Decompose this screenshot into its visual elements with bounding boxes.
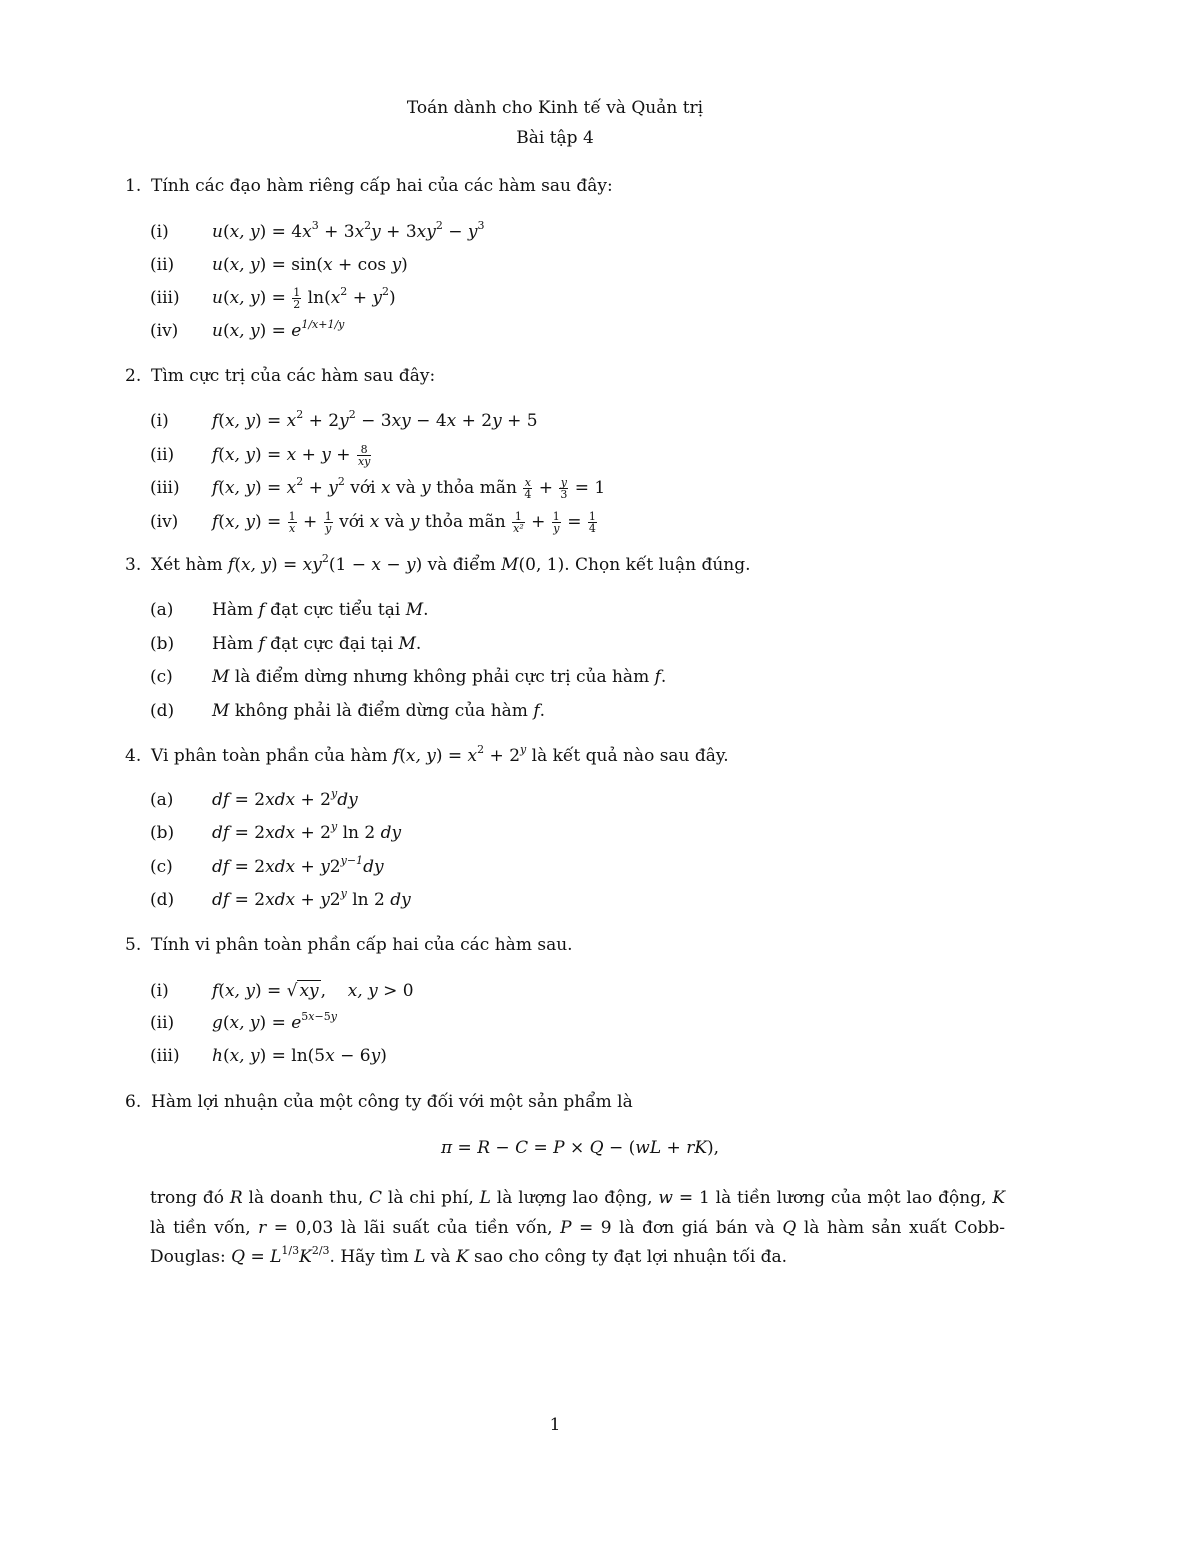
list-item: [150, 444, 372, 467]
item-label: (c): [150, 667, 173, 687]
item-label: (d): [150, 701, 175, 721]
item-label: (b): [150, 823, 175, 843]
item-label: (i): [150, 411, 169, 431]
item-expression: u(x, $y) = e^{1/x+1/y}$: [212, 318, 345, 341]
item-label: (iv): [150, 321, 179, 341]
problem-number: 1.: [125, 176, 142, 196]
item-expression: Hàm f đạt cực tiểu tại M.: [212, 600, 429, 620]
problem-prompt: Tìm cực trị của các hàm sau đây:: [151, 366, 436, 386]
problem-number: 3.: [125, 555, 142, 575]
list-item: [150, 477, 605, 500]
problem-number: 4.: [125, 746, 142, 766]
item-label: (i): [150, 222, 169, 242]
problem-1: [125, 175, 1005, 197]
item-expression: f(x, y) = x + y + $\frac{8}{xy}$: [212, 443, 371, 468]
item-expression: u(x, y) = sin(x + cos y): [212, 255, 408, 275]
problem-prompt: Tính vi phân toàn phần cấp hai của các hàm sau.: [151, 935, 573, 955]
item-expression: f(x, y) = √ xy , x, y > 0: [212, 981, 414, 1001]
problem-prompt: Tính các đạo hàm riêng cấp hai của các hàm sau đây:: [151, 176, 613, 196]
item-label: (ii): [150, 1013, 175, 1033]
list-item: [150, 511, 598, 534]
item-expression: u(x, y) = $\frac{1}{2}$ $\ln(x^2 + y^2)$: [212, 285, 396, 311]
item-label: (iii): [150, 478, 180, 498]
problem-prompt: Xét hàm f(x, $y) = xy^2(1 - x - y)$ và điểm M(0, 1). Chọn kết luận đúng.: [151, 552, 751, 575]
problem-prompt: Vi phân toàn phần của hàm f(x, $y) = x^2 + 2^y$ là kết quả nào sau đây.: [151, 743, 729, 766]
problem-3: [125, 554, 1005, 576]
list-item: [150, 1012, 337, 1034]
document-subtitle: Bài tập 4: [516, 128, 594, 148]
item-expression: u(x, $y) = 4x^3 + 3x^2y + 3xy^2 - y^3$: [212, 219, 485, 242]
list-item: [150, 666, 666, 688]
list-item: [150, 254, 408, 276]
list-item: [150, 789, 358, 811]
item-label: (a): [150, 790, 174, 810]
item-expression: df = $2xdx + 2^y$ ln 2 dy: [212, 820, 402, 843]
item-label: (iii): [150, 288, 180, 308]
list-item: [150, 410, 538, 432]
problem-2: [125, 365, 1005, 387]
document-title: Toán dành cho Kinh tế và Quản trị: [406, 98, 704, 118]
list-item: [150, 822, 401, 844]
profit-equation: π = R − C = P × Q − (wL + rK),: [440, 1138, 720, 1158]
list-item: [150, 320, 344, 342]
problem-5: [125, 934, 1005, 956]
item-expression: df = $2xdx + y2^{y-1}dy$: [212, 854, 384, 877]
problem-number: 6.: [125, 1092, 142, 1112]
item-expression: f(x, $y) = x^2 + y^2$ với x và y thỏa mãn $\frac{x}{4}$ + $\frac{y}{3}$ = 1: [212, 475, 606, 501]
list-item: [150, 889, 411, 911]
item-label: (ii): [150, 445, 175, 465]
item-expression: f(x, y) = $\frac{1}{x}$ + $\frac{1}{y}$ với x và y thỏa mãn $\frac{1}{\text{x²}}$ + $\frac{1}{y}$ = $\frac{1}{4}$: [212, 510, 596, 535]
list-item: [150, 980, 414, 1002]
page-number: 1: [549, 1415, 561, 1435]
item-label: (b): [150, 634, 175, 654]
item-expression: Hàm f đạt cực đại tại M.: [212, 634, 422, 654]
problem-6-paragraph: trong đó R là doanh thu, C là chi phí, L là lượng lao động, w = 1 là tiền lương của một lao động, K là tiền vốn, r = 0,03 là lãi suất của tiền vốn, P = 9 là đơn giá bán và Q là hàm sản xuất Cobb-Douglas: $Q = L^{1/3}K^{2/3}$. Hãy tìm L và K sao cho công ty đạt lợi nhuận tối đa.: [150, 1188, 1006, 1267]
item-label: (iv): [150, 512, 179, 532]
list-item: [150, 221, 485, 243]
item-expression: df = $2xdx + y2^y$ ln 2 dy: [212, 887, 411, 910]
problem-number: 5.: [125, 935, 142, 955]
list-item: [150, 856, 384, 878]
list-item: [150, 287, 396, 310]
list-item: [150, 700, 545, 722]
item-expression: f(x, $y) = x^2 + 2y^2 - 3xy - 4x + 2y + 5$: [212, 408, 538, 431]
list-item: [150, 633, 421, 655]
problem-number: 2.: [125, 366, 142, 386]
item-expression: M là điểm dừng nhưng không phải cực trị của hàm f.: [212, 667, 667, 687]
item-expression: g(x, $y) = e^{5x-5y}$: [212, 1010, 337, 1033]
item-label: (i): [150, 981, 169, 1001]
problem-6: [125, 1091, 1005, 1113]
list-item: [150, 1045, 387, 1067]
item-expression: h(x, y) = ln(5x − 6y): [212, 1046, 387, 1066]
item-label: (ii): [150, 255, 175, 275]
item-label: (c): [150, 857, 173, 877]
item-expression: df = $2xdx + 2^ydy$: [212, 787, 358, 810]
item-label: (d): [150, 890, 175, 910]
problem-4: [125, 745, 1005, 767]
item-expression: M không phải là điểm dừng của hàm f.: [212, 701, 546, 721]
problem-prompt: Hàm lợi nhuận của một công ty đối với một sản phẩm là: [151, 1092, 633, 1112]
item-label: (iii): [150, 1046, 180, 1066]
list-item: [150, 599, 429, 621]
item-label: (a): [150, 600, 174, 620]
